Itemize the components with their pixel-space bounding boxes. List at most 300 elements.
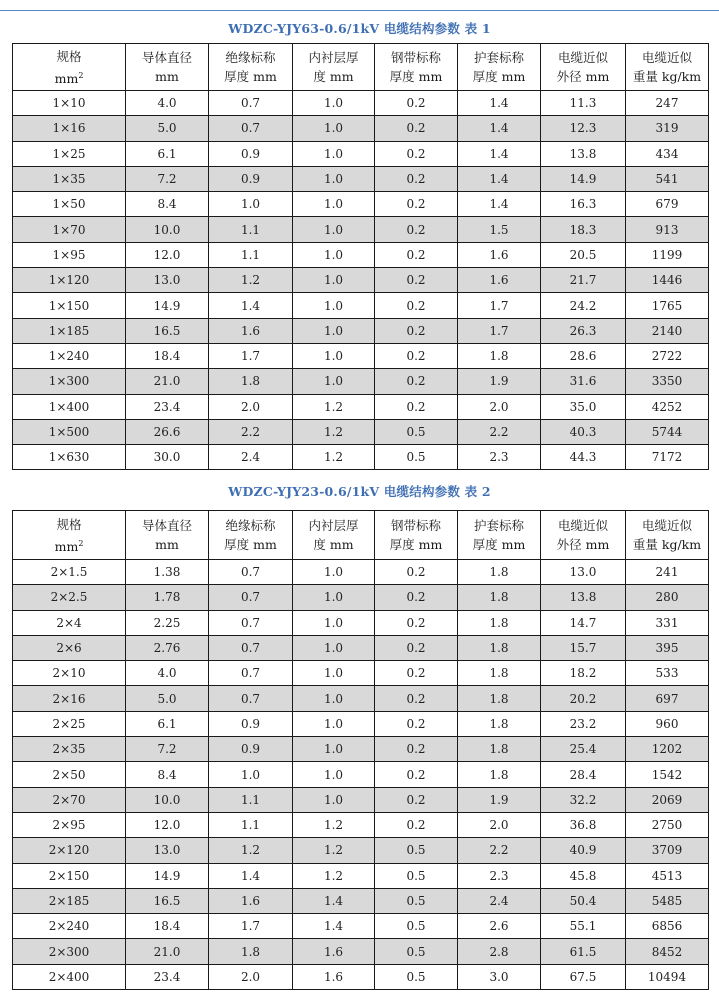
spec-cell: 1×500 <box>13 419 126 444</box>
value-cell: 0.9 <box>209 166 293 191</box>
value-cell: 1.4 <box>458 91 541 116</box>
spec-cell: 2×300 <box>13 939 126 964</box>
value-cell: 247 <box>626 91 709 116</box>
column-header <box>126 511 209 560</box>
column-header-line: $mm^2$ <box>54 70 84 86</box>
spec-cell: 1×150 <box>13 293 126 318</box>
value-cell: 1.1 <box>209 242 293 267</box>
value-cell: 1.2 <box>293 394 375 419</box>
value-cell: 0.2 <box>375 812 458 837</box>
table-row <box>13 419 709 444</box>
value-cell: 1.4 <box>458 166 541 191</box>
value-cell: 0.2 <box>375 394 458 419</box>
column-header-line: 电缆近似 <box>641 518 692 533</box>
table-row <box>13 939 709 964</box>
table-row <box>13 560 709 585</box>
value-cell: 8452 <box>626 939 709 964</box>
table-1-header <box>13 44 709 91</box>
value-cell: 0.2 <box>375 91 458 116</box>
column-header-line: 绝缘标称 <box>225 518 276 533</box>
table-row <box>13 787 709 812</box>
value-cell: 1.6 <box>209 888 293 913</box>
value-cell: 1.1 <box>209 812 293 837</box>
value-cell: 2.8 <box>458 939 541 964</box>
value-cell: 1202 <box>626 737 709 762</box>
value-cell: 2.2 <box>458 419 541 444</box>
value-cell: 0.2 <box>375 192 458 217</box>
value-cell: 1.2 <box>209 268 293 293</box>
value-cell: 395 <box>626 635 709 660</box>
value-cell: 35.0 <box>541 394 626 419</box>
value-cell: 1.8 <box>458 585 541 610</box>
value-cell: 280 <box>626 585 709 610</box>
value-cell: 1.0 <box>293 762 375 787</box>
value-cell: 21.0 <box>126 369 209 394</box>
value-cell: 1.8 <box>458 762 541 787</box>
column-header-line: mm <box>155 537 179 552</box>
value-cell: 1.4 <box>458 116 541 141</box>
value-cell: 5.0 <box>126 686 209 711</box>
table-1-title: WDZC-YJY63-0.6/1kV 电缆结构参数 表 1 <box>228 21 491 36</box>
header-row <box>13 511 709 560</box>
value-cell: 1.2 <box>293 863 375 888</box>
table-row <box>13 116 709 141</box>
value-cell: 0.9 <box>209 711 293 736</box>
table-row <box>13 445 709 470</box>
value-cell: 1.0 <box>293 585 375 610</box>
column-header-line: 外径 mm <box>556 537 610 552</box>
column-header-line: 规格 <box>56 48 82 64</box>
value-cell: 0.2 <box>375 268 458 293</box>
value-cell: 12.3 <box>541 116 626 141</box>
table-2-title: WDZC-YJY23-0.6/1kV 电缆结构参数 表 2 <box>228 484 491 499</box>
value-cell: 1.6 <box>293 964 375 989</box>
value-cell: 23.4 <box>126 394 209 419</box>
table-row <box>13 610 709 635</box>
column-header-line: 厚度 mm <box>389 537 443 552</box>
spec-cell: 1×240 <box>13 343 126 368</box>
table-2-body <box>13 560 709 990</box>
column-header <box>375 44 458 91</box>
value-cell: 0.5 <box>375 964 458 989</box>
value-cell: 1.0 <box>293 91 375 116</box>
value-cell: 8.4 <box>126 762 209 787</box>
value-cell: 1.2 <box>293 445 375 470</box>
value-cell: 1.7 <box>458 318 541 343</box>
value-cell: 0.5 <box>375 888 458 913</box>
column-header <box>375 511 458 560</box>
value-cell: 30.0 <box>126 445 209 470</box>
value-cell: 13.8 <box>541 585 626 610</box>
table-row <box>13 293 709 318</box>
column-header-line: 重量 kg/km <box>632 537 702 552</box>
column-header <box>209 44 293 91</box>
value-cell: 1.0 <box>293 242 375 267</box>
value-cell: 1.8 <box>209 369 293 394</box>
table-row <box>13 838 709 863</box>
value-cell: 1.0 <box>293 318 375 343</box>
value-cell: 1.4 <box>458 192 541 217</box>
value-cell: 1.6 <box>209 318 293 343</box>
value-cell: 1.0 <box>293 560 375 585</box>
value-cell: 0.7 <box>209 686 293 711</box>
value-cell: 20.5 <box>541 242 626 267</box>
value-cell: 0.5 <box>375 445 458 470</box>
value-cell: 2.0 <box>209 394 293 419</box>
value-cell: 1.5 <box>458 217 541 242</box>
column-header-line: 厚度 mm <box>472 69 526 84</box>
table-row <box>13 914 709 939</box>
table-row <box>13 242 709 267</box>
value-cell: 0.2 <box>375 217 458 242</box>
spec-cell: 2×120 <box>13 838 126 863</box>
column-header <box>13 511 126 560</box>
value-cell: 28.6 <box>541 343 626 368</box>
value-cell: 26.6 <box>126 419 209 444</box>
value-cell: 7172 <box>626 445 709 470</box>
value-cell: 1.8 <box>209 939 293 964</box>
spec-cell: 1×50 <box>13 192 126 217</box>
value-cell: 1.0 <box>293 343 375 368</box>
column-header <box>541 511 626 560</box>
spec-cell: 2×2.5 <box>13 585 126 610</box>
value-cell: 1.0 <box>293 166 375 191</box>
table-row <box>13 711 709 736</box>
value-cell: 1.1 <box>209 217 293 242</box>
value-cell: 2.0 <box>458 812 541 837</box>
value-cell: 0.2 <box>375 116 458 141</box>
value-cell: 2.25 <box>126 610 209 635</box>
value-cell: 2.0 <box>209 964 293 989</box>
value-cell: 6.1 <box>126 711 209 736</box>
spec-cell: 1×16 <box>13 116 126 141</box>
value-cell: 5744 <box>626 419 709 444</box>
value-cell: 0.2 <box>375 635 458 660</box>
value-cell: 3.0 <box>458 964 541 989</box>
column-header-line: 绝缘标称 <box>225 50 276 65</box>
value-cell: 32.2 <box>541 787 626 812</box>
value-cell: 7.2 <box>126 737 209 762</box>
value-cell: 0.2 <box>375 369 458 394</box>
value-cell: 2140 <box>626 318 709 343</box>
column-header-line: 度 mm <box>313 537 354 552</box>
column-header-line: 度 mm <box>313 69 354 84</box>
value-cell: 0.2 <box>375 610 458 635</box>
value-cell: 16.5 <box>126 318 209 343</box>
spec-cell: 1×10 <box>13 91 126 116</box>
column-header-line: 规格 <box>56 516 82 532</box>
value-cell: 0.5 <box>375 914 458 939</box>
value-cell: 18.4 <box>126 914 209 939</box>
value-cell: 18.2 <box>541 661 626 686</box>
column-header <box>541 44 626 91</box>
value-cell: 45.8 <box>541 863 626 888</box>
column-header-line: 厚度 mm <box>224 69 277 84</box>
value-cell: 1.6 <box>293 939 375 964</box>
value-cell: 3350 <box>626 369 709 394</box>
spec-cell: 2×10 <box>13 661 126 686</box>
value-cell: 1.8 <box>458 686 541 711</box>
value-cell: 0.7 <box>209 585 293 610</box>
table-row <box>13 686 709 711</box>
value-cell: 50.4 <box>541 888 626 913</box>
value-cell: 2.4 <box>458 888 541 913</box>
spec-cell: 2×1.5 <box>13 560 126 585</box>
value-cell: 0.5 <box>375 863 458 888</box>
value-cell: 1.7 <box>458 293 541 318</box>
value-cell: 0.5 <box>375 939 458 964</box>
value-cell: 23.2 <box>541 711 626 736</box>
table-row <box>13 394 709 419</box>
table-row <box>13 585 709 610</box>
column-header <box>293 511 375 560</box>
value-cell: 1.2 <box>209 838 293 863</box>
value-cell: 1.0 <box>293 661 375 686</box>
table-row <box>13 192 709 217</box>
value-cell: 1.0 <box>293 787 375 812</box>
value-cell: 1.0 <box>293 268 375 293</box>
value-cell: 241 <box>626 560 709 585</box>
value-cell: 1.9 <box>458 369 541 394</box>
value-cell: 697 <box>626 686 709 711</box>
value-cell: 1.4 <box>458 141 541 166</box>
spec-cell: 1×25 <box>13 141 126 166</box>
table-row <box>13 762 709 787</box>
value-cell: 2.3 <box>458 445 541 470</box>
value-cell: 0.2 <box>375 293 458 318</box>
value-cell: 533 <box>626 661 709 686</box>
value-cell: 0.2 <box>375 787 458 812</box>
spec-cell: 2×240 <box>13 914 126 939</box>
value-cell: 16.3 <box>541 192 626 217</box>
value-cell: 1.8 <box>458 711 541 736</box>
value-cell: 13.0 <box>541 560 626 585</box>
value-cell: 0.9 <box>209 737 293 762</box>
value-cell: 0.7 <box>209 661 293 686</box>
value-cell: 1.4 <box>293 914 375 939</box>
value-cell: 25.4 <box>541 737 626 762</box>
table-row <box>13 91 709 116</box>
table-row <box>13 217 709 242</box>
value-cell: 0.2 <box>375 585 458 610</box>
column-header-line: 护套标称 <box>473 518 524 533</box>
value-cell: 0.2 <box>375 560 458 585</box>
table-row <box>13 737 709 762</box>
table-row <box>13 661 709 686</box>
value-cell: 26.3 <box>541 318 626 343</box>
value-cell: 1.0 <box>293 217 375 242</box>
value-cell: 1.9 <box>458 787 541 812</box>
table-row <box>13 369 709 394</box>
value-cell: 14.9 <box>126 293 209 318</box>
header-row <box>13 44 709 91</box>
column-header-line: 电缆近似 <box>641 50 692 65</box>
value-cell: 21.7 <box>541 268 626 293</box>
spec-cell: 1×630 <box>13 445 126 470</box>
table-row <box>13 343 709 368</box>
value-cell: 4.0 <box>126 91 209 116</box>
value-cell: 36.8 <box>541 812 626 837</box>
column-header-line: 钢带标称 <box>390 50 441 65</box>
value-cell: 2750 <box>626 812 709 837</box>
value-cell: 1765 <box>626 293 709 318</box>
table-2-header <box>13 511 709 560</box>
value-cell: 40.9 <box>541 838 626 863</box>
value-cell: 1.1 <box>209 787 293 812</box>
value-cell: 1.4 <box>209 863 293 888</box>
value-cell: 12.0 <box>126 812 209 837</box>
value-cell: 1.4 <box>209 293 293 318</box>
value-cell: 13.0 <box>126 268 209 293</box>
value-cell: 4252 <box>626 394 709 419</box>
value-cell: 21.0 <box>126 939 209 964</box>
value-cell: 0.2 <box>375 711 458 736</box>
value-cell: 1.0 <box>293 610 375 635</box>
value-cell: 1.2 <box>293 419 375 444</box>
value-cell: 1.0 <box>293 635 375 660</box>
table-row <box>13 964 709 989</box>
value-cell: 1.0 <box>293 293 375 318</box>
table-row <box>13 863 709 888</box>
value-cell: 1.7 <box>209 914 293 939</box>
column-header <box>626 44 709 91</box>
column-header-line: 钢带标称 <box>390 518 441 533</box>
value-cell: 1.0 <box>293 141 375 166</box>
value-cell: 0.2 <box>375 242 458 267</box>
column-header-line: 电缆近似 <box>557 518 608 533</box>
spec-cell: 2×70 <box>13 787 126 812</box>
value-cell: 1446 <box>626 268 709 293</box>
value-cell: 5.0 <box>126 116 209 141</box>
value-cell: 18.4 <box>126 343 209 368</box>
value-cell: 44.3 <box>541 445 626 470</box>
value-cell: 3709 <box>626 838 709 863</box>
value-cell: 0.2 <box>375 737 458 762</box>
table-row <box>13 141 709 166</box>
column-header <box>209 511 293 560</box>
column-header <box>293 44 375 91</box>
column-header-line: 重量 kg/km <box>632 69 702 84</box>
value-cell: 2.3 <box>458 863 541 888</box>
value-cell: 5485 <box>626 888 709 913</box>
table-row <box>13 268 709 293</box>
value-cell: 319 <box>626 116 709 141</box>
value-cell: 2.2 <box>458 838 541 863</box>
value-cell: 0.7 <box>209 610 293 635</box>
value-cell: 23.4 <box>126 964 209 989</box>
spec-cell: 2×400 <box>13 964 126 989</box>
value-cell: 6.1 <box>126 141 209 166</box>
value-cell: 24.2 <box>541 293 626 318</box>
value-cell: 1.8 <box>458 661 541 686</box>
spec-cell: 2×50 <box>13 762 126 787</box>
value-cell: 4513 <box>626 863 709 888</box>
cable-spec-table-1 <box>12 43 709 470</box>
value-cell: 1.0 <box>293 192 375 217</box>
value-cell: 0.7 <box>209 560 293 585</box>
table-row <box>13 166 709 191</box>
spec-cell: 2×25 <box>13 711 126 736</box>
value-cell: 7.2 <box>126 166 209 191</box>
value-cell: 1.8 <box>458 610 541 635</box>
value-cell: 1.0 <box>293 686 375 711</box>
superscript-two: 2 <box>78 538 84 548</box>
value-cell: 541 <box>626 166 709 191</box>
column-header-line: $mm^2$ <box>54 538 84 554</box>
value-cell: 13.0 <box>126 838 209 863</box>
value-cell: 40.3 <box>541 419 626 444</box>
value-cell: 1.0 <box>209 192 293 217</box>
column-header-line: 导体直径 <box>141 518 192 533</box>
value-cell: 67.5 <box>541 964 626 989</box>
value-cell: 1.4 <box>293 888 375 913</box>
column-header-line: 电缆近似 <box>557 50 608 65</box>
value-cell: 1.2 <box>293 838 375 863</box>
spec-cell: 2×185 <box>13 888 126 913</box>
value-cell: 18.3 <box>541 217 626 242</box>
spec-cell: 1×35 <box>13 166 126 191</box>
value-cell: 55.1 <box>541 914 626 939</box>
value-cell: 14.7 <box>541 610 626 635</box>
column-header-line: mm <box>155 69 179 84</box>
value-cell: 1.78 <box>126 585 209 610</box>
value-cell: 11.3 <box>541 91 626 116</box>
value-cell: 0.2 <box>375 141 458 166</box>
table-1-body <box>13 91 709 470</box>
value-cell: 28.4 <box>541 762 626 787</box>
value-cell: 1.6 <box>458 268 541 293</box>
value-cell: 1.0 <box>293 116 375 141</box>
value-cell: 12.0 <box>126 242 209 267</box>
value-cell: 0.5 <box>375 419 458 444</box>
spec-cell: 2×4 <box>13 610 126 635</box>
value-cell: 1542 <box>626 762 709 787</box>
value-cell: 0.2 <box>375 166 458 191</box>
spec-cell: 1×95 <box>13 242 126 267</box>
value-cell: 0.5 <box>375 838 458 863</box>
spec-cell: 2×35 <box>13 737 126 762</box>
value-cell: 2.4 <box>209 445 293 470</box>
spec-cell: 1×300 <box>13 369 126 394</box>
top-divider-line <box>0 10 719 11</box>
value-cell: 679 <box>626 192 709 217</box>
value-cell: 0.2 <box>375 318 458 343</box>
value-cell: 0.2 <box>375 686 458 711</box>
value-cell: 1.8 <box>458 737 541 762</box>
column-header-line: 厚度 mm <box>389 69 443 84</box>
superscript-two: 2 <box>78 70 84 80</box>
table-row <box>13 812 709 837</box>
value-cell: 14.9 <box>126 863 209 888</box>
spec-cell: 2×6 <box>13 635 126 660</box>
column-header <box>13 44 126 91</box>
value-cell: 0.7 <box>209 635 293 660</box>
value-cell: 13.8 <box>541 141 626 166</box>
spec-cell: 2×16 <box>13 686 126 711</box>
value-cell: 0.7 <box>209 91 293 116</box>
value-cell: 0.9 <box>209 141 293 166</box>
value-cell: 1.6 <box>458 242 541 267</box>
value-cell: 20.2 <box>541 686 626 711</box>
column-header <box>626 511 709 560</box>
value-cell: 8.4 <box>126 192 209 217</box>
value-cell: 0.2 <box>375 343 458 368</box>
value-cell: 2069 <box>626 787 709 812</box>
value-cell: 61.5 <box>541 939 626 964</box>
value-cell: 2722 <box>626 343 709 368</box>
value-cell: 2.2 <box>209 419 293 444</box>
value-cell: 1.0 <box>209 762 293 787</box>
